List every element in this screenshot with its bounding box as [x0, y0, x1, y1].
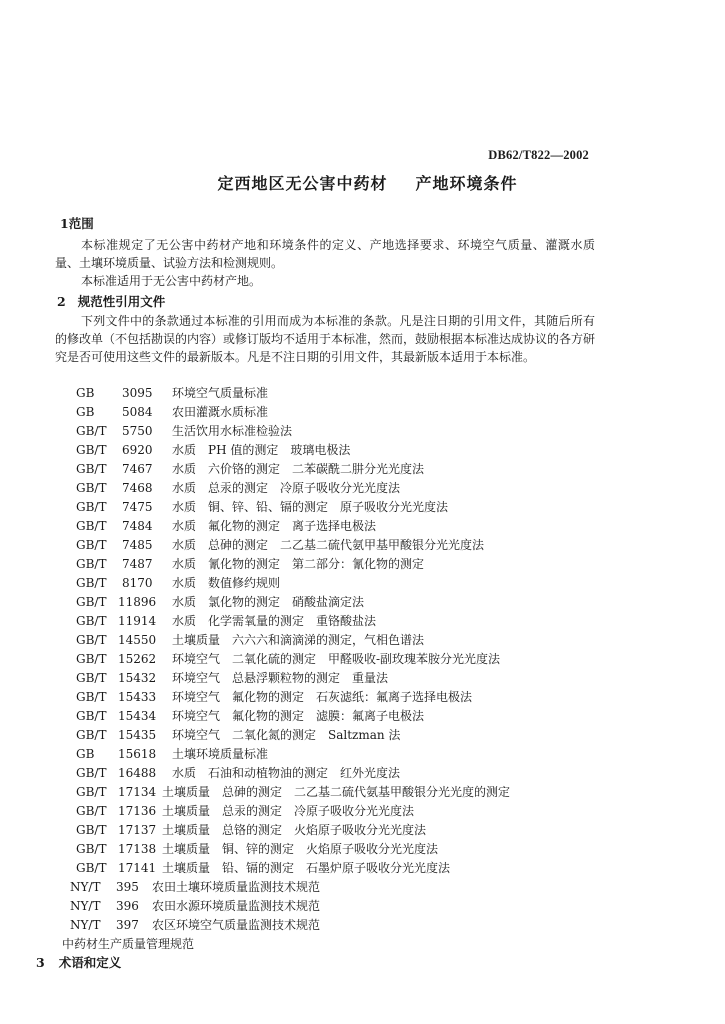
- reference-title: 土壤环境质量标准: [172, 747, 269, 761]
- section-2-body: [55, 312, 595, 366]
- reference-title: 环境空气 总悬浮颗粒物的测定 重量法: [172, 671, 389, 685]
- reference-title: 土壤质量 六六六和滴滴涕的测定，气相色谱法: [172, 633, 425, 647]
- reference-number: 16488: [118, 766, 157, 780]
- reference-prefix: GB/T: [76, 538, 107, 552]
- reference-prefix: GB/T: [76, 804, 107, 818]
- section-1-number: 1: [60, 216, 69, 231]
- reference-title: 土壤质量 铜、锌的测定 火焰原子吸收分光光度法: [162, 842, 439, 856]
- title-part-1: 定西地区无公害中药材: [217, 174, 388, 193]
- reference-number: 15434: [118, 709, 157, 723]
- reference-prefix: GB/T: [76, 576, 107, 590]
- reference-number: 17134: [118, 785, 157, 799]
- scope-paragraph: 本标准规定了无公害中药材产地和环境条件的定义、产地选择要求、环境空气质量、灌溉水质量、土壤环境质量、试验方法和检测规则。: [55, 238, 595, 270]
- reference-number: 17138: [118, 842, 157, 856]
- reference-number: 7475: [122, 500, 153, 514]
- section-1-heading: [60, 214, 94, 232]
- reference-prefix: GB/T: [76, 671, 107, 685]
- reference-prefix: GB/T: [76, 462, 107, 476]
- reference-prefix: GB/T: [76, 766, 107, 780]
- reference-number: 5084: [122, 405, 153, 419]
- reference-prefix: GB/T: [76, 519, 107, 533]
- reference-title: 水质 石油和动植物油的测定 红外光度法: [172, 766, 401, 780]
- reference-prefix: GB/T: [76, 690, 107, 704]
- reference-title: 水质 氯化物的测定 硝酸盐滴定法: [172, 595, 365, 609]
- reference-prefix: GB/T: [76, 614, 107, 628]
- reference-prefix: GB/T: [76, 424, 107, 438]
- reference-number: 7485: [122, 538, 153, 552]
- reference-number: 17136: [118, 804, 157, 818]
- reference-prefix: NY/T: [70, 880, 101, 894]
- applicability-paragraph: 本标准适用于无公害中药材产地。: [81, 274, 262, 288]
- reference-title: 水质 总砷的测定 二乙基二硫代氨甲基甲酸银分光光度法: [172, 538, 485, 552]
- reference-title: 水质 PH 值的测定 玻璃电极法: [172, 443, 351, 457]
- reference-prefix: GB/T: [76, 785, 107, 799]
- reference-prefix: GB/T: [76, 481, 107, 495]
- reference-title: 环境空气 氟化物的测定 滤膜：氟离子电极法: [172, 709, 425, 723]
- reference-title: 水质 数值修约规则: [172, 576, 281, 590]
- reference-number: 15262: [118, 652, 157, 666]
- gmp-reference-line: 中药材生产质量管理规范: [62, 937, 195, 951]
- reference-title: 农田土壤环境质量监测技术规范: [152, 880, 321, 894]
- reference-number: 15435: [118, 728, 157, 742]
- section-3-heading: [36, 953, 121, 971]
- reference-prefix: GB/T: [76, 842, 107, 856]
- reference-title: 土壤质量 总汞的测定 冷原子吸收分光光度法: [162, 804, 415, 818]
- reference-prefix: GB/T: [76, 633, 107, 647]
- reference-title: 环境空气 二氧化氮的测定 Saltzman 法: [172, 728, 401, 742]
- reference-number: 8170: [122, 576, 153, 590]
- reference-title: 水质 总汞的测定 冷原子吸收分光光度法: [172, 481, 401, 495]
- reference-number: 11896: [118, 595, 157, 609]
- reference-number: 14550: [118, 633, 157, 647]
- reference-number: 3095: [122, 386, 153, 400]
- reference-prefix: GB/T: [76, 443, 107, 457]
- title-part-2: 产地环境条件: [415, 174, 518, 193]
- section-3-number: 3: [36, 955, 45, 970]
- reference-title: 水质 氰化物的测定 第二部分：氰化物的测定: [172, 557, 425, 571]
- reference-title: 农田水源环境质量监测技术规范: [152, 899, 321, 913]
- reference-title: 生活饮用水标准检验法: [172, 424, 293, 438]
- reference-number: 15433: [118, 690, 157, 704]
- reference-number: 397: [116, 918, 139, 932]
- reference-number: 7467: [122, 462, 153, 476]
- document-title: [0, 171, 725, 194]
- reference-prefix: GB/T: [76, 709, 107, 723]
- section-1-body: [55, 236, 595, 290]
- section-3-label: 术语和定义: [58, 955, 122, 970]
- reference-title: 水质 六价铬的测定 二苯碳酰二肼分光光度法: [172, 462, 425, 476]
- reference-title: 水质 铜、锌、铅、镉的测定 原子吸收分光光度法: [172, 500, 449, 514]
- reference-prefix: GB: [76, 405, 95, 419]
- reference-number: 11914: [118, 614, 157, 628]
- section-2-number: 2: [57, 294, 66, 309]
- reference-number: 6920: [122, 443, 153, 457]
- reference-title: 土壤质量 总砷的测定 二乙基二硫代氨基甲酸银分光光度的测定: [162, 785, 511, 799]
- reference-number: 395: [116, 880, 139, 894]
- references-paragraph: 下列文件中的条款通过本标准的引用而成为本标准的条款。凡是注日期的引用文件，其随后所有的修改单（不包括勘误的内容）或修订版均不适用于本标准，然而，鼓励根据本标准达成协议的各方研究是否可使用这些文件的最新版本。凡是不注日期的引用文件，其最新版本适用于本标准。: [55, 314, 596, 364]
- document-code: DB62/T822—2002: [488, 148, 589, 162]
- reference-number: 15618: [118, 747, 157, 761]
- reference-prefix: NY/T: [70, 899, 101, 913]
- reference-number: 7487: [122, 557, 153, 571]
- reference-prefix: GB/T: [76, 557, 107, 571]
- reference-prefix: GB/T: [76, 823, 107, 837]
- section-2-label: 规范性引用文件: [77, 294, 166, 309]
- reference-title: 水质 氟化物的测定 离子选择电极法: [172, 519, 377, 533]
- reference-title: 环境空气 二氧化硫的测定 甲醛吸收-副玫瑰苯胺分光光度法: [172, 652, 501, 666]
- reference-number: 7468: [122, 481, 153, 495]
- reference-number: 17137: [118, 823, 157, 837]
- section-1-label: 范围: [68, 216, 94, 231]
- reference-prefix: GB: [76, 747, 95, 761]
- reference-number: 17141: [118, 861, 157, 875]
- reference-prefix: GB/T: [76, 595, 107, 609]
- reference-title: 土壤质量 总铬的测定 火焰原子吸收分光光度法: [162, 823, 427, 837]
- reference-number: 15432: [118, 671, 157, 685]
- reference-title: 农区环境空气质量监测技术规范: [152, 918, 321, 932]
- reference-number: 7484: [122, 519, 153, 533]
- reference-title: 水质 化学需氧量的测定 重铬酸盐法: [172, 614, 377, 628]
- reference-number: 396: [116, 899, 139, 913]
- reference-prefix: NY/T: [70, 918, 101, 932]
- reference-number: 5750: [122, 424, 153, 438]
- reference-title: 环境空气质量标准: [172, 386, 269, 400]
- reference-prefix: GB: [76, 386, 95, 400]
- section-2-heading: [57, 292, 165, 310]
- reference-prefix: GB/T: [76, 861, 107, 875]
- reference-prefix: GB/T: [76, 500, 107, 514]
- reference-title: 土壤质量 铅、镉的测定 石墨炉原子吸收分光光度法: [162, 861, 451, 875]
- reference-prefix: GB/T: [76, 728, 107, 742]
- reference-title: 农田灌溉水质标准: [172, 405, 269, 419]
- reference-prefix: GB/T: [76, 652, 107, 666]
- reference-title: 环境空气 氟化物的测定 石灰滤纸：氟离子选择电极法: [172, 690, 473, 704]
